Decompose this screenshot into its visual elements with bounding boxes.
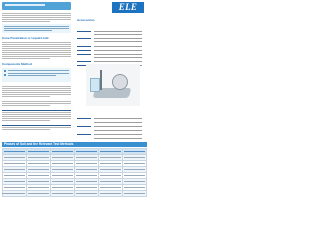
accessories-heading: Accessories	[77, 18, 95, 22]
catalog-page	[0, 0, 149, 198]
table-title: Phases of Soil and the Relevant Test Methods	[2, 142, 147, 147]
page-number	[2, 193, 7, 194]
liquid-limit-text	[2, 42, 71, 60]
components-bullets	[2, 68, 71, 82]
product-photo	[86, 64, 140, 106]
section-title-components: Components Method	[2, 62, 32, 66]
brand-logo: ELE	[112, 2, 144, 13]
table-row	[3, 191, 147, 197]
bullet-icon	[4, 70, 6, 72]
header-text	[5, 4, 45, 6]
intro-text	[2, 13, 71, 23]
bullet-icon	[4, 74, 6, 76]
section-title-liquid-limit: Cone Penetration or Liquid Limit	[2, 36, 49, 40]
note-box	[2, 24, 71, 33]
phases-table	[2, 148, 147, 197]
section-header-bar	[2, 2, 71, 10]
components-text	[2, 86, 71, 131]
